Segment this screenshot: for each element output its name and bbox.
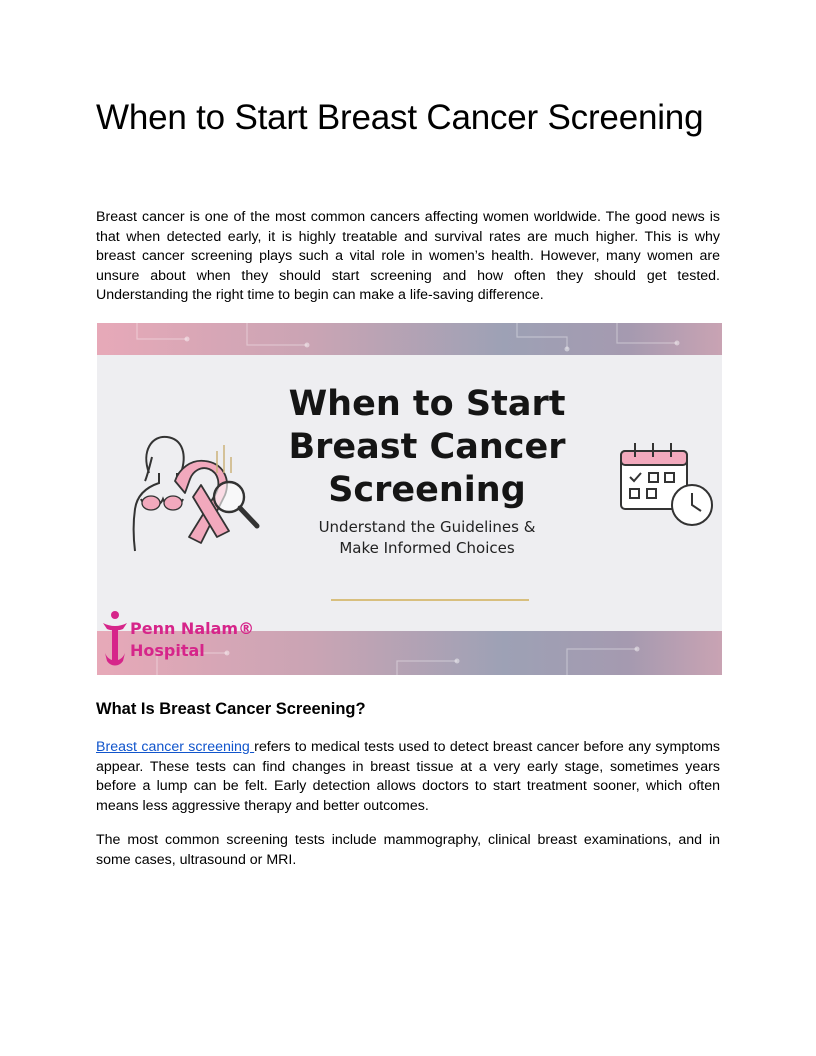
banner-title-line1: When to Start — [288, 384, 566, 424]
banner-title-line3: Screening — [328, 470, 526, 510]
screening-definition-paragraph — [96, 738, 720, 816]
banner-subtitle-line1: Understand the Guidelines & — [318, 518, 536, 536]
hospital-logo-name: Penn Nalam® — [130, 619, 255, 638]
banner-subtitle-line2: Make Informed Choices — [339, 539, 515, 557]
woman-outline-icon — [134, 437, 184, 551]
screening-tests-paragraph: The most common screening tests include mammography, clinical breast examinations, and in some cases, ultrasound or MRI. — [96, 832, 720, 868]
page-title: When to Start Breast Cancer Screening — [96, 98, 704, 137]
section-heading: What Is Breast Cancer Screening? — [96, 700, 366, 718]
banner-image — [97, 323, 722, 675]
paragraph-text: refers to medical tests used to detect breast cancer before any symptoms appear. These tests can find changes in breast tissue at a very early stage, sometimes years before a lump can be felt. Early detection allows doctors to start treatment sooner, which often means less aggressive therapy and better outcomes. — [96, 739, 720, 814]
banner-divider — [331, 599, 529, 601]
hospital-logo-subtitle: Hospital — [130, 641, 205, 660]
clock-icon — [672, 485, 712, 525]
hospital-logo-icon — [103, 611, 127, 666]
breast-cancer-screening-link[interactable]: Breast cancer screening — [96, 739, 255, 755]
intro-paragraph: Breast cancer is one of the most common cancers affecting women worldwide. The good news is that when detected early, it is highly treatable and survival rates are much higher. This is why breast cancer screening plays such a vital role in women’s health. However, many women are unsure about when they should start screening and how often they should get tested. Understanding the right time to begin can make a life-saving difference. — [96, 209, 720, 304]
banner-title-line2: Breast Cancer — [288, 427, 566, 467]
